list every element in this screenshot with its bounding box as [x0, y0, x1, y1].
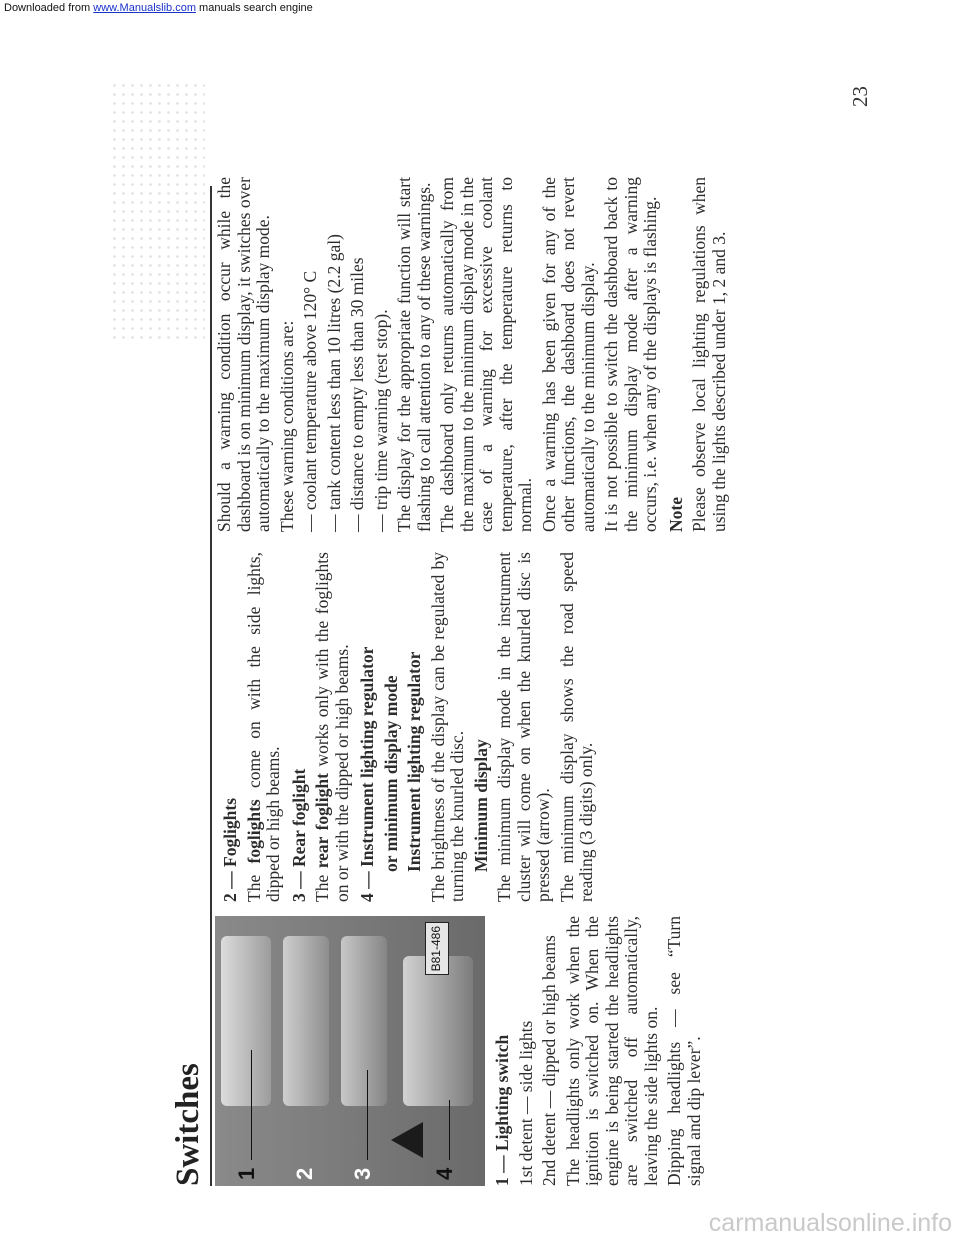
watermark: carmanualsonline.info	[708, 1209, 952, 1237]
photo-code: B81-486	[425, 922, 449, 975]
column-3	[215, 177, 733, 532]
detent-2: 2nd detent — dipped or high beams	[539, 935, 559, 1186]
leader-line-1	[251, 1050, 252, 1160]
column-1	[215, 916, 708, 1186]
leader-line-4	[449, 1100, 450, 1160]
page-number: 23	[848, 86, 872, 107]
callout-4: 4	[432, 1167, 457, 1180]
returns-paragraph: The dashboard only returns automatically from the maximum to the minimum display mode in the case of a warning for excessive coolant temperature, after the temperature returns to normal.	[437, 177, 535, 532]
condition-item: — trip time warning (rest stop).	[370, 309, 391, 532]
warning-paragraph: Should a warning condition occur while the dashboard is on minimum display, it switches over automatically to the maximum display mode.	[214, 177, 273, 532]
instrument-heading-2: or minimum display mode	[380, 675, 401, 872]
switch-knob-2	[283, 936, 329, 1106]
detent-1: 1st detent — side lights	[515, 1020, 536, 1186]
regulator-subheading: Instrument lighting regulator	[404, 651, 424, 872]
rear-foglight-paragraph: The rear foglight works only with the foglights on or with the dipped or high beams.	[312, 552, 352, 902]
minimum-display-subheading: Minimum display	[470, 739, 491, 872]
foglights-paragraph: The foglights come on with the side lights, dipped or high beams.	[243, 552, 283, 902]
page-title: Switches	[170, 1063, 206, 1186]
dipping-paragraph: Dipping headlights — see “Turn signal and dip lever”.	[664, 916, 704, 1186]
manualslib-link[interactable]: www.Manualslib.com	[93, 2, 196, 14]
lighting-switch-heading: 1 — Lighting switch	[492, 1034, 512, 1186]
foglights-heading: 2 — Foglights	[220, 797, 240, 902]
revert-paragraph: Once a warning has been given for any of the other functions, the dashboard does not revert automatically to the minimum display.	[538, 177, 598, 532]
arrow-icon	[391, 1122, 423, 1158]
condition-item: — tank content less than 10 litres (2.2 gal)	[323, 234, 344, 532]
title-rule	[210, 186, 212, 1186]
callout-3: 3	[350, 1167, 375, 1180]
headlights-paragraph: The headlights only work when the ignition is switched on. When the engine is being started the headlights are switched off automatically, leaving the side lights on.	[562, 916, 661, 1186]
condition-item: — distance to empty less than 30 miles	[347, 257, 367, 532]
condition-item: — coolant temperature above 120° C	[300, 270, 320, 532]
column-2	[215, 552, 601, 902]
note-paragraph: Please observe local lighting regulations when using the lights described under 1, 2 and 3.	[689, 177, 729, 532]
switch-knob-1	[221, 936, 271, 1106]
instrument-heading: 4 — Instrument lighting regulator	[357, 646, 377, 902]
minimum-display-paragraph-1: The minimum display mode in the instrument cluster will come on when the knurled disc is pressed (arrow).	[494, 552, 553, 902]
scan-noise	[110, 82, 205, 342]
note-label: Note	[665, 497, 686, 532]
rear-foglight-heading: 3 — Rear foglight	[288, 768, 309, 902]
switch-knob-3	[341, 936, 387, 1106]
callout-1: 1	[234, 1167, 259, 1180]
conditions-intro: These warning conditions are:	[276, 320, 297, 532]
minimum-display-paragraph-2: The minimum display shows the road speed reading (3 digits) only.	[556, 552, 596, 902]
leader-line-3	[367, 1070, 368, 1160]
banner-prefix: Downloaded from	[4, 2, 91, 14]
not-possible-paragraph: It is not possible to switch the dashboard back to the minimum display mode after a warning occurs, i.e. when any of the displays is flashing.	[601, 177, 660, 532]
callout-2: 2	[292, 1167, 317, 1180]
flashing-paragraph: The display for the appropriate function will start flashing to call attention to any of these warnings.	[394, 177, 434, 532]
regulator-paragraph: The brightness of the display can be regulated by turning the knurled disc.	[427, 552, 467, 902]
banner-suffix: manuals search engine	[199, 2, 313, 14]
switch-photo	[215, 916, 485, 1186]
switch-knob-4	[403, 956, 473, 1106]
